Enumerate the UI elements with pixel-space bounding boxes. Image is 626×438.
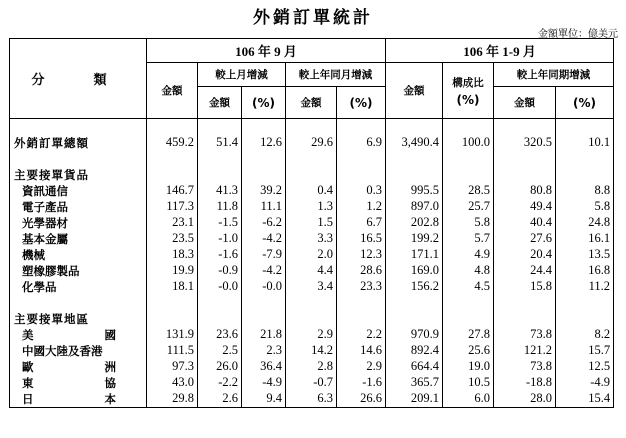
ytd-yoy-pct-header: (%)	[556, 87, 614, 119]
value-cell: 29.6	[286, 135, 337, 151]
value-cell: 111.5	[147, 343, 198, 359]
value-cell: 6.7	[337, 215, 386, 231]
value-cell: 171.1	[386, 247, 443, 263]
value-cell: 2.8	[286, 359, 337, 375]
mom-change-header: 較上月增減	[198, 63, 286, 87]
value-cell: 5.7	[443, 231, 494, 247]
month-amount-header: 金額	[147, 63, 198, 119]
table-row	[10, 343, 614, 359]
value-cell: 121.2	[494, 343, 556, 359]
value-cell: -7.9	[242, 247, 286, 263]
value-cell: 0.3	[337, 183, 386, 199]
value-cell: 0.4	[286, 183, 337, 199]
value-cell: 209.1	[386, 391, 443, 408]
mom-amount-header: 金額	[198, 87, 242, 119]
value-cell: 2.5	[198, 343, 242, 359]
value-cell: 15.8	[494, 279, 556, 295]
value-cell: 995.5	[386, 183, 443, 199]
section-header-row	[10, 167, 614, 183]
value-cell: 28.6	[337, 263, 386, 279]
value-cell: 5.8	[443, 215, 494, 231]
value-cell: 100.0	[443, 135, 494, 151]
value-cell: -1.6	[337, 375, 386, 391]
yoy-change-header: 較上年同月增減	[286, 63, 386, 87]
section-label: 主要接單地區	[10, 311, 147, 327]
value-cell: 4.5	[443, 279, 494, 295]
row-label: 中國大陸及香港	[10, 343, 147, 359]
row-label: 日 本	[10, 391, 147, 408]
category-header: 分 類	[10, 39, 147, 119]
value-cell: 10.1	[556, 135, 614, 151]
value-cell: 11.2	[556, 279, 614, 295]
value-cell: 28.5	[443, 183, 494, 199]
value-cell: 1.5	[286, 215, 337, 231]
value-cell: 6.3	[286, 391, 337, 408]
value-cell: 365.7	[386, 375, 443, 391]
value-cell: 2.3	[242, 343, 286, 359]
value-cell: 40.4	[494, 215, 556, 231]
value-cell: 24.8	[556, 215, 614, 231]
value-cell: 1.2	[337, 199, 386, 215]
month-period-header: 106 年 9 月	[147, 39, 386, 63]
value-cell: 664.4	[386, 359, 443, 375]
value-cell: -1.5	[198, 215, 242, 231]
value-cell: -0.7	[286, 375, 337, 391]
value-cell: 8.8	[556, 183, 614, 199]
value-cell: 892.4	[386, 343, 443, 359]
value-cell: 2.2	[337, 327, 386, 343]
value-cell: 169.0	[386, 263, 443, 279]
yoy-amount-header: 金額	[286, 87, 337, 119]
value-cell: -2.2	[198, 375, 242, 391]
table-row	[10, 247, 614, 263]
value-cell: 8.2	[556, 327, 614, 343]
value-cell: 2.0	[286, 247, 337, 263]
value-cell: 43.0	[147, 375, 198, 391]
value-cell: 156.2	[386, 279, 443, 295]
row-label: 電子產品	[10, 199, 147, 215]
value-cell: 146.7	[147, 183, 198, 199]
value-cell: 39.2	[242, 183, 286, 199]
row-label: 歐 洲	[10, 359, 147, 375]
value-cell: 2.6	[198, 391, 242, 408]
value-cell: 41.3	[198, 183, 242, 199]
value-cell: -0.9	[198, 263, 242, 279]
row-label: 機械	[10, 247, 147, 263]
value-cell: -6.2	[242, 215, 286, 231]
value-cell: 19.9	[147, 263, 198, 279]
value-cell: 20.4	[494, 247, 556, 263]
page-title: 外銷訂單統計	[253, 8, 373, 28]
value-cell: 23.5	[147, 231, 198, 247]
value-cell: 320.5	[494, 135, 556, 151]
table-row	[10, 375, 614, 391]
value-cell: 4.4	[286, 263, 337, 279]
value-cell: 2.9	[337, 359, 386, 375]
value-cell: -1.0	[198, 231, 242, 247]
value-cell: 14.6	[337, 343, 386, 359]
section-header-row	[10, 311, 614, 327]
value-cell: 23.3	[337, 279, 386, 295]
row-label: 光學器材	[10, 215, 147, 231]
value-cell: 19.0	[443, 359, 494, 375]
ytd-amount-header: 金額	[386, 63, 443, 119]
value-cell: 21.8	[242, 327, 286, 343]
value-cell: 10.5	[443, 375, 494, 391]
value-cell: 16.1	[556, 231, 614, 247]
row-label: 基本金屬	[10, 231, 147, 247]
export-orders-table	[9, 38, 614, 408]
value-cell: 15.7	[556, 343, 614, 359]
value-cell: -4.2	[242, 231, 286, 247]
value-cell: 25.7	[443, 199, 494, 215]
value-cell: -1.6	[198, 247, 242, 263]
ytd-yoy-amount-header: 金額	[494, 87, 556, 119]
value-cell: 12.3	[337, 247, 386, 263]
unit-note: 金額單位：億美元	[538, 29, 618, 40]
mom-pct-header: (%)	[242, 87, 286, 119]
value-cell: -18.8	[494, 375, 556, 391]
value-cell: 23.6	[198, 327, 242, 343]
value-cell: 4.9	[443, 247, 494, 263]
value-cell: 28.0	[494, 391, 556, 408]
value-cell: 9.4	[242, 391, 286, 408]
value-cell: 15.4	[556, 391, 614, 408]
value-cell: 97.3	[147, 359, 198, 375]
value-cell: -0.0	[198, 279, 242, 295]
value-cell: 897.0	[386, 199, 443, 215]
table-row	[10, 279, 614, 295]
table-row	[10, 199, 614, 215]
value-cell: 26.0	[198, 359, 242, 375]
value-cell: 36.4	[242, 359, 286, 375]
share-header: 構成比 (%)	[443, 63, 494, 119]
section-label: 主要接單貨品	[10, 167, 147, 183]
yoy-pct-header: (%)	[337, 87, 386, 119]
value-cell: 11.1	[242, 199, 286, 215]
value-cell: -4.9	[556, 375, 614, 391]
table-row	[10, 183, 614, 199]
table-row	[10, 231, 614, 247]
value-cell: -4.2	[242, 263, 286, 279]
row-label: 東 協	[10, 375, 147, 391]
value-cell: 3.4	[286, 279, 337, 295]
value-cell: -0.0	[242, 279, 286, 295]
table-row	[10, 391, 614, 408]
value-cell: 29.8	[147, 391, 198, 408]
value-cell: 199.2	[386, 231, 443, 247]
row-label: 塑橡膠製品	[10, 263, 147, 279]
row-label: 資訊通信	[10, 183, 147, 199]
value-cell: 25.6	[443, 343, 494, 359]
value-cell: 18.3	[147, 247, 198, 263]
row-label: 外銷訂單總額	[10, 135, 147, 151]
value-cell: 5.8	[556, 199, 614, 215]
table-row	[10, 135, 614, 151]
value-cell: 16.8	[556, 263, 614, 279]
value-cell: 12.5	[556, 359, 614, 375]
value-cell: 131.9	[147, 327, 198, 343]
value-cell: 16.5	[337, 231, 386, 247]
row-label: 化學品	[10, 279, 147, 295]
value-cell: 11.8	[198, 199, 242, 215]
row-label: 美 國	[10, 327, 147, 343]
value-cell: 4.8	[443, 263, 494, 279]
ytd-yoy-change-header: 較上年同期增減	[494, 63, 614, 87]
value-cell: 27.8	[443, 327, 494, 343]
value-cell: 73.8	[494, 327, 556, 343]
value-cell: 6.9	[337, 135, 386, 151]
value-cell: 117.3	[147, 199, 198, 215]
value-cell: 49.4	[494, 199, 556, 215]
value-cell: 23.1	[147, 215, 198, 231]
value-cell: 2.9	[286, 327, 337, 343]
value-cell: 6.0	[443, 391, 494, 408]
value-cell: 459.2	[147, 135, 198, 151]
value-cell: 1.3	[286, 199, 337, 215]
value-cell: 12.6	[242, 135, 286, 151]
value-cell: 27.6	[494, 231, 556, 247]
value-cell: -4.9	[242, 375, 286, 391]
table-row	[10, 327, 614, 343]
value-cell: 24.4	[494, 263, 556, 279]
table-row	[10, 359, 614, 375]
ytd-period-header: 106 年 1-9 月	[386, 39, 614, 63]
table-row	[10, 263, 614, 279]
value-cell: 3.3	[286, 231, 337, 247]
value-cell: 970.9	[386, 327, 443, 343]
value-cell: 14.2	[286, 343, 337, 359]
value-cell: 73.8	[494, 359, 556, 375]
value-cell: 51.4	[198, 135, 242, 151]
value-cell: 3,490.4	[386, 135, 443, 151]
value-cell: 26.6	[337, 391, 386, 408]
value-cell: 202.8	[386, 215, 443, 231]
table-row	[10, 215, 614, 231]
value-cell: 80.8	[494, 183, 556, 199]
value-cell: 18.1	[147, 279, 198, 295]
value-cell: 13.5	[556, 247, 614, 263]
